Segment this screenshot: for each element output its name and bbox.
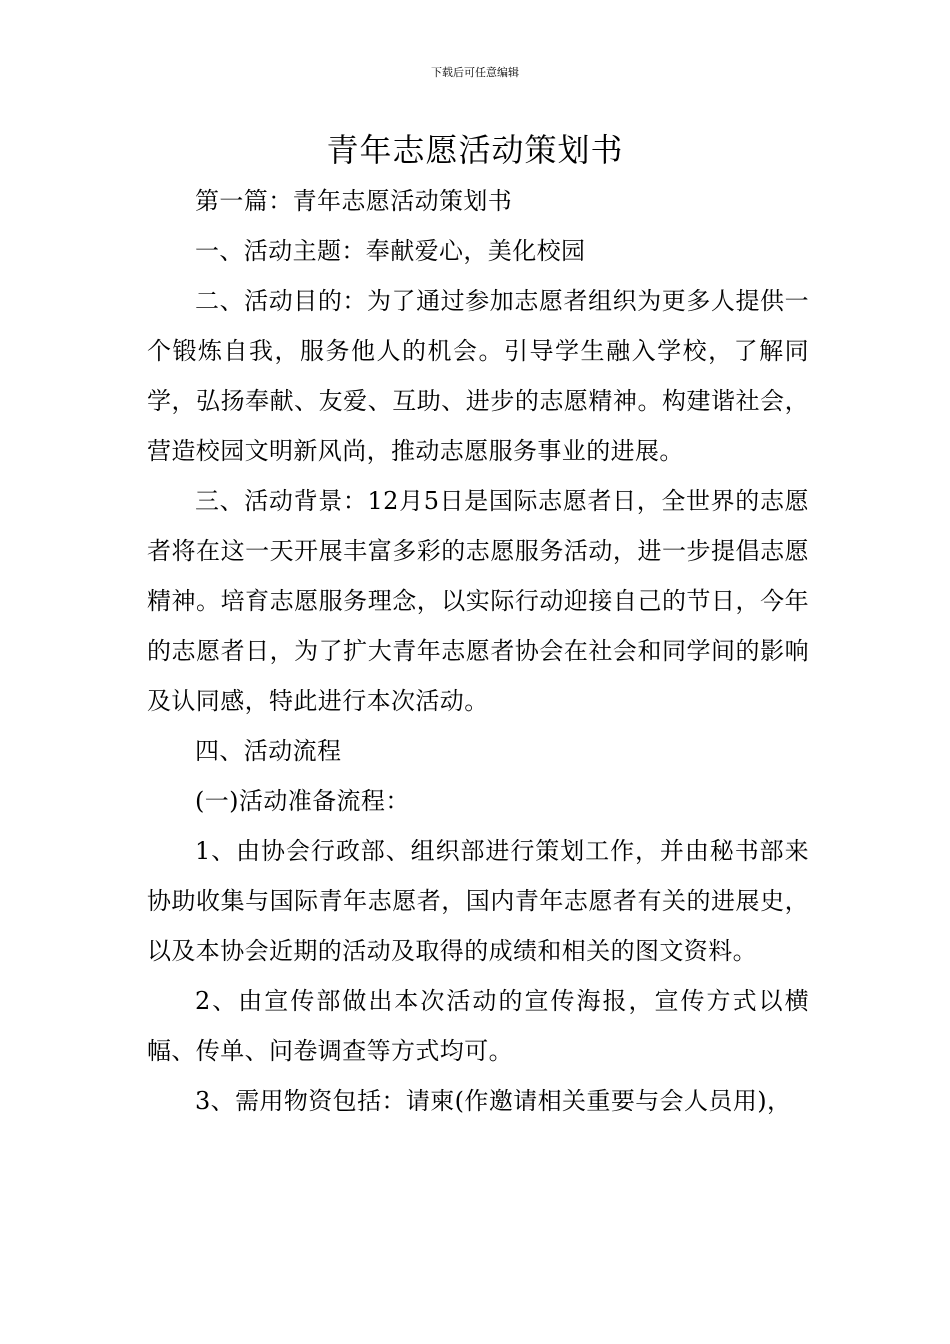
paragraph-activity-purpose: 二、活动目的：为了通过参加志愿者组织为更多人提供一个锻炼自我，服务他人的机会。引导学生融入学校，了解同学，弘扬奉献、友爱、互助、进步的志愿精神。构建谐社会，营造校园文明新风尚，推动志愿服务事业的进展。 [147,287,809,465]
header-note: 下载后可任意编辑 [431,66,519,79]
paragraph-activity-background: 三、活动背景：12月5日是国际志愿者日，全世界的志愿者将在这一天开展丰富多彩的志愿服务活动，进一步提倡志愿精神。培育志愿服务理念，以实际行动迎接自己的节日，今年的志愿者日，为了扩大青年志愿者协会在社会和同学间的影响及认同感，特此进行本次活动。 [147,487,809,715]
paragraph-step-3: 3、需用物资包括：请柬(作邀请相关重要与会人员用)， [195,1087,792,1115]
document-title: 青年志愿活动策划书 [326,131,624,169]
document-body [147,176,809,1126]
paragraph-step-1: 1、由协会行政部、组织部进行策划工作，并由秘书部来协助收集与国际青年志愿者，国内青年志愿者有关的进展史，以及本协会近期的活动及取得的成绩和相关的图文资料。 [147,837,809,965]
paragraph-chapter-heading: 第一篇：青年志愿活动策划书 [195,187,513,215]
paragraph-preparation-heading: (一)活动准备流程： [195,787,410,815]
paragraph-step-2: 2、由宣传部做出本次活动的宣传海报，宣传方式以横幅、传单、问卷调查等方式均可。 [147,987,809,1065]
paragraph-activity-theme: 一、活动主题：奉献爱心，美化校园 [195,237,586,265]
paragraph-activity-process-heading: 四、活动流程 [195,737,342,765]
